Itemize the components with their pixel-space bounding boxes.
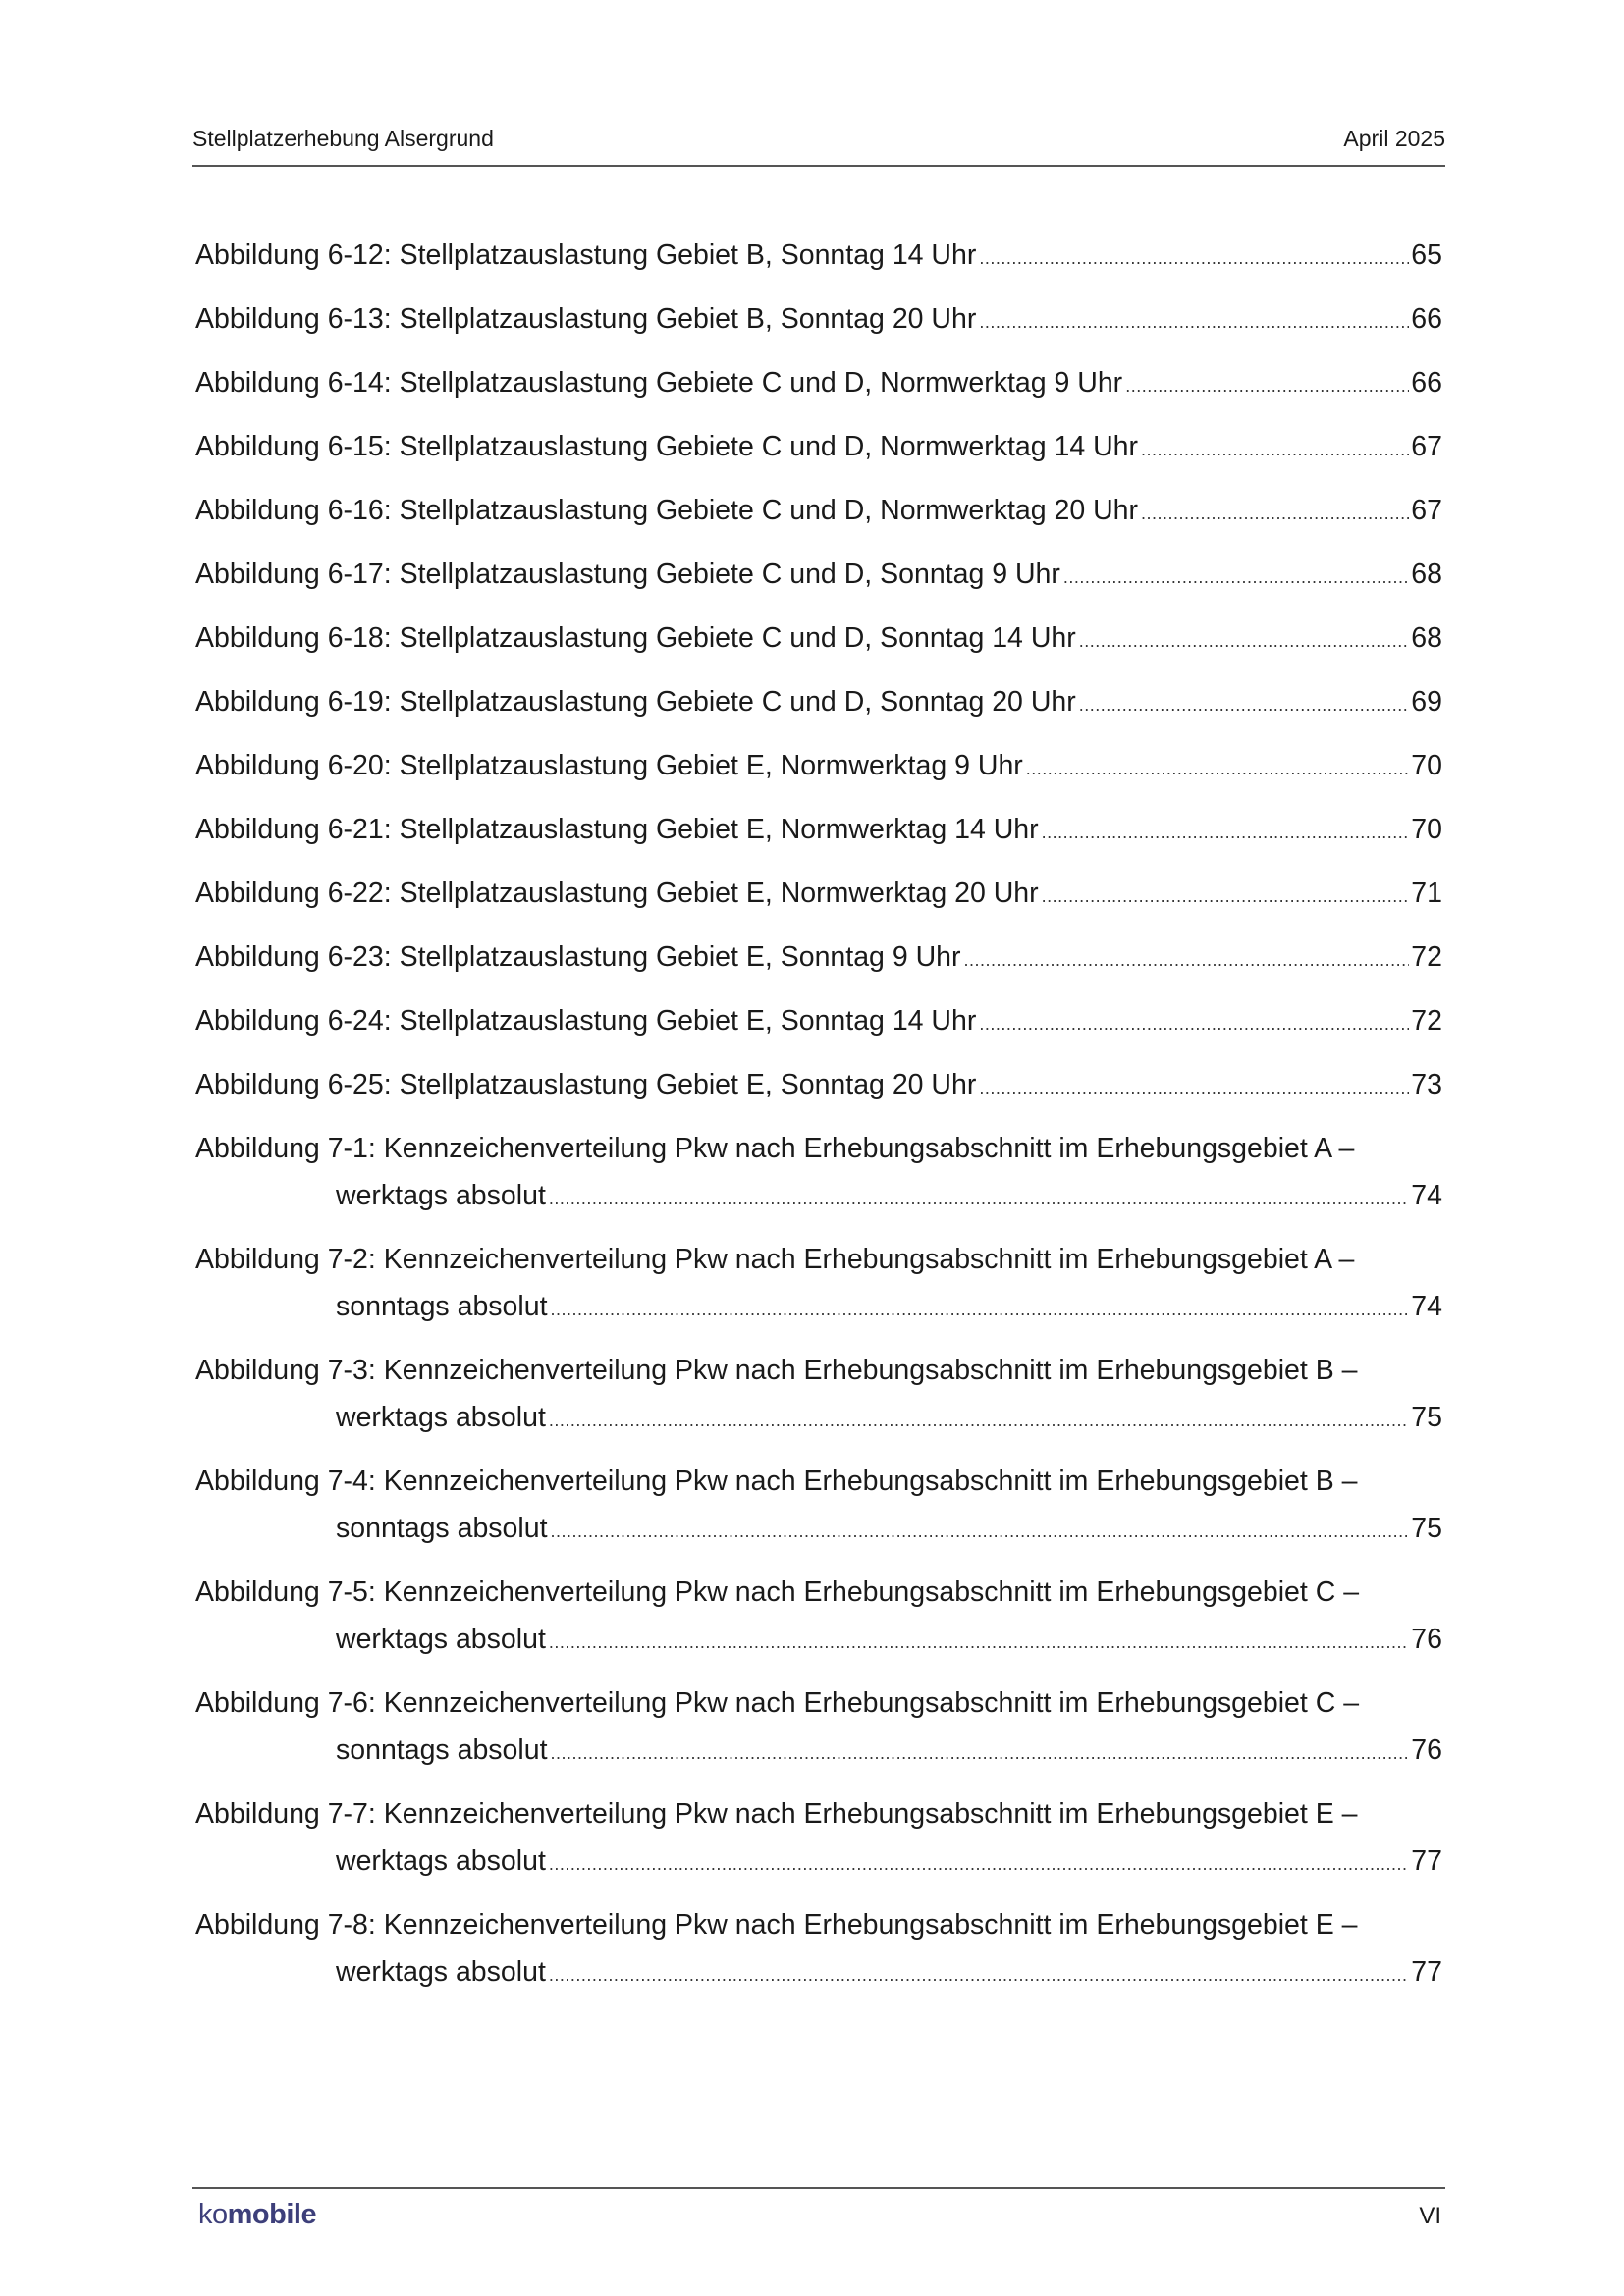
document-date: April 2025 — [1343, 126, 1445, 151]
toc-entry[interactable] — [195, 678, 1442, 742]
toc-entry-text: Abbildung 7-5: Kennzeichenverteilung Pkw nach Erhebungsabschnitt im Erhebungsgebiet C – — [195, 1576, 1360, 1608]
dot-leader — [1141, 490, 1409, 537]
toc-entry-text: Abbildung 6-25: Stellplatzauslastung Gebiet E, Sonntag 20 Uhr — [195, 1069, 977, 1100]
toc-entry[interactable] — [195, 614, 1442, 678]
dot-leader — [1079, 681, 1410, 728]
dot-leader — [964, 936, 1410, 984]
toc-entry-page: 75 — [1411, 1402, 1442, 1433]
toc-entry[interactable] — [195, 551, 1442, 614]
page-footer — [192, 2187, 1445, 2238]
toc-entry-continuation: sonntags absolut — [336, 1735, 548, 1766]
toc-entry[interactable] — [195, 1236, 1442, 1347]
toc-entry-text: Abbildung 6-14: Stellplatzauslastung Gebiete C und D, Normwerktag 9 Uhr — [195, 367, 1123, 399]
toc-entry-continuation: werktags absolut — [336, 1402, 546, 1433]
dot-leader — [979, 298, 1409, 346]
toc-entry-page: 66 — [1411, 367, 1442, 399]
toc-entry-text: Abbildung 6-12: Stellplatzauslastung Gebiet B, Sonntag 14 Uhr — [195, 240, 977, 271]
toc-entry-continuation: werktags absolut — [336, 1845, 546, 1877]
toc-entry[interactable] — [195, 870, 1442, 934]
toc-entry-text: Abbildung 7-7: Kennzeichenverteilung Pkw nach Erhebungsabschnitt im Erhebungsgebiet E – — [195, 1798, 1358, 1830]
dot-leader — [549, 1619, 1409, 1666]
toc-entry-text: Abbildung 6-17: Stellplatzauslastung Gebiete C und D, Sonntag 9 Uhr — [195, 559, 1060, 590]
toc-entry-text: Abbildung 6-19: Stellplatzauslastung Gebiete C und D, Sonntag 20 Uhr — [195, 686, 1076, 718]
toc-entry-page: 76 — [1411, 1624, 1442, 1655]
toc-entry[interactable] — [195, 1347, 1442, 1458]
dot-leader — [551, 1286, 1410, 1333]
toc-entry-text: Abbildung 7-2: Kennzeichenverteilung Pkw nach Erhebungsabschnitt im Erhebungsgebiet A – — [195, 1244, 1355, 1275]
dot-leader — [1141, 426, 1409, 473]
toc-entry[interactable] — [195, 359, 1442, 423]
dot-leader — [549, 1397, 1409, 1444]
toc-entry-text: Abbildung 6-16: Stellplatzauslastung Gebiete C und D, Normwerktag 20 Uhr — [195, 495, 1139, 526]
toc-entry[interactable] — [195, 1125, 1442, 1236]
toc-entry-text: Abbildung 7-8: Kennzeichenverteilung Pkw nach Erhebungsabschnitt im Erhebungsgebiet E – — [195, 1909, 1358, 1941]
toc-entry-page: 74 — [1411, 1291, 1442, 1322]
toc-entry-text: Abbildung 6-24: Stellplatzauslastung Gebiet E, Sonntag 14 Uhr — [195, 1005, 977, 1037]
toc-entry-page: 69 — [1411, 686, 1442, 718]
toc-entry[interactable] — [195, 1790, 1442, 1901]
toc-entry-page: 75 — [1411, 1513, 1442, 1544]
toc-entry-page: 74 — [1411, 1180, 1442, 1211]
toc-entry-continuation: sonntags absolut — [336, 1291, 548, 1322]
toc-entry[interactable] — [195, 1901, 1442, 2012]
toc-entry-text: Abbildung 7-4: Kennzeichenverteilung Pkw nach Erhebungsabschnitt im Erhebungsgebiet B – — [195, 1466, 1358, 1497]
toc-entry-page: 67 — [1411, 495, 1442, 526]
toc-entry[interactable] — [195, 742, 1442, 806]
toc-entry[interactable] — [195, 295, 1442, 359]
toc-entry-text: Abbildung 6-20: Stellplatzauslastung Gebiet E, Normwerktag 9 Uhr — [195, 750, 1023, 781]
toc-entry-page: 77 — [1411, 1956, 1442, 1988]
dot-leader — [551, 1508, 1410, 1555]
dot-leader — [1026, 745, 1410, 792]
toc-entry-continuation: werktags absolut — [336, 1956, 546, 1988]
toc-entry[interactable] — [195, 997, 1442, 1061]
list-of-figures — [195, 232, 1442, 2012]
page-header — [192, 124, 1445, 167]
toc-entry-text: Abbildung 6-18: Stellplatzauslastung Gebiete C und D, Sonntag 14 Uhr — [195, 622, 1076, 654]
toc-entry-page: 70 — [1411, 814, 1442, 845]
toc-entry-page: 65 — [1411, 240, 1442, 271]
toc-entry-text: Abbildung 6-23: Stellplatzauslastung Gebiet E, Sonntag 9 Uhr — [195, 941, 961, 973]
dot-leader — [549, 1841, 1409, 1888]
toc-entry-page: 76 — [1411, 1735, 1442, 1766]
toc-entry[interactable] — [195, 1061, 1442, 1125]
toc-entry[interactable] — [195, 1458, 1442, 1569]
toc-entry-page: 66 — [1411, 303, 1442, 335]
dot-leader — [1042, 809, 1410, 856]
dot-leader — [1042, 873, 1410, 920]
dot-leader — [549, 1175, 1409, 1222]
toc-entry[interactable] — [195, 1569, 1442, 1680]
dot-leader — [551, 1730, 1410, 1777]
document-title: Stellplatzerhebung Alsergrund — [192, 126, 494, 151]
page-number: VI — [1419, 2203, 1441, 2229]
dot-leader — [1125, 362, 1409, 409]
dot-leader — [1079, 617, 1410, 665]
dot-leader — [979, 235, 1409, 282]
toc-entry-page: 72 — [1411, 941, 1442, 973]
toc-entry-text: Abbildung 7-1: Kennzeichenverteilung Pkw nach Erhebungsabschnitt im Erhebungsgebiet A – — [195, 1133, 1355, 1164]
toc-entry-text: Abbildung 6-21: Stellplatzauslastung Gebiet E, Normwerktag 14 Uhr — [195, 814, 1039, 845]
toc-entry[interactable] — [195, 423, 1442, 487]
toc-entry-text: Abbildung 6-13: Stellplatzauslastung Gebiet B, Sonntag 20 Uhr — [195, 303, 977, 335]
toc-entry-page: 68 — [1411, 559, 1442, 590]
toc-entry-page: 67 — [1411, 431, 1442, 462]
toc-entry-page: 72 — [1411, 1005, 1442, 1037]
toc-entry-text: Abbildung 7-3: Kennzeichenverteilung Pkw nach Erhebungsabschnitt im Erhebungsgebiet B – — [195, 1355, 1358, 1386]
toc-entry[interactable] — [195, 806, 1442, 870]
komobile-logo — [198, 2199, 316, 2231]
toc-entry[interactable] — [195, 487, 1442, 551]
toc-entry-text: Abbildung 7-6: Kennzeichenverteilung Pkw nach Erhebungsabschnitt im Erhebungsgebiet C – — [195, 1687, 1360, 1719]
dot-leader — [979, 1000, 1409, 1047]
toc-entry-page: 71 — [1411, 878, 1442, 909]
logo-part-ko: ko — [198, 2199, 228, 2230]
logo-part-mobile: mobile — [227, 2199, 317, 2230]
dot-leader — [1063, 554, 1409, 601]
toc-entry-continuation: sonntags absolut — [336, 1513, 548, 1544]
toc-entry-text: Abbildung 6-15: Stellplatzauslastung Gebiete C und D, Normwerktag 14 Uhr — [195, 431, 1139, 462]
toc-entry[interactable] — [195, 1680, 1442, 1790]
toc-entry[interactable] — [195, 934, 1442, 997]
toc-entry-text: Abbildung 6-22: Stellplatzauslastung Gebiet E, Normwerktag 20 Uhr — [195, 878, 1039, 909]
toc-entry-continuation: werktags absolut — [336, 1624, 546, 1655]
dot-leader — [979, 1064, 1409, 1111]
toc-entry-page: 77 — [1411, 1845, 1442, 1877]
toc-entry-page: 68 — [1411, 622, 1442, 654]
toc-entry-continuation: werktags absolut — [336, 1180, 546, 1211]
toc-entry-page: 70 — [1411, 750, 1442, 781]
toc-entry-page: 73 — [1411, 1069, 1442, 1100]
dot-leader — [549, 1951, 1409, 1999]
toc-entry[interactable] — [195, 232, 1442, 295]
